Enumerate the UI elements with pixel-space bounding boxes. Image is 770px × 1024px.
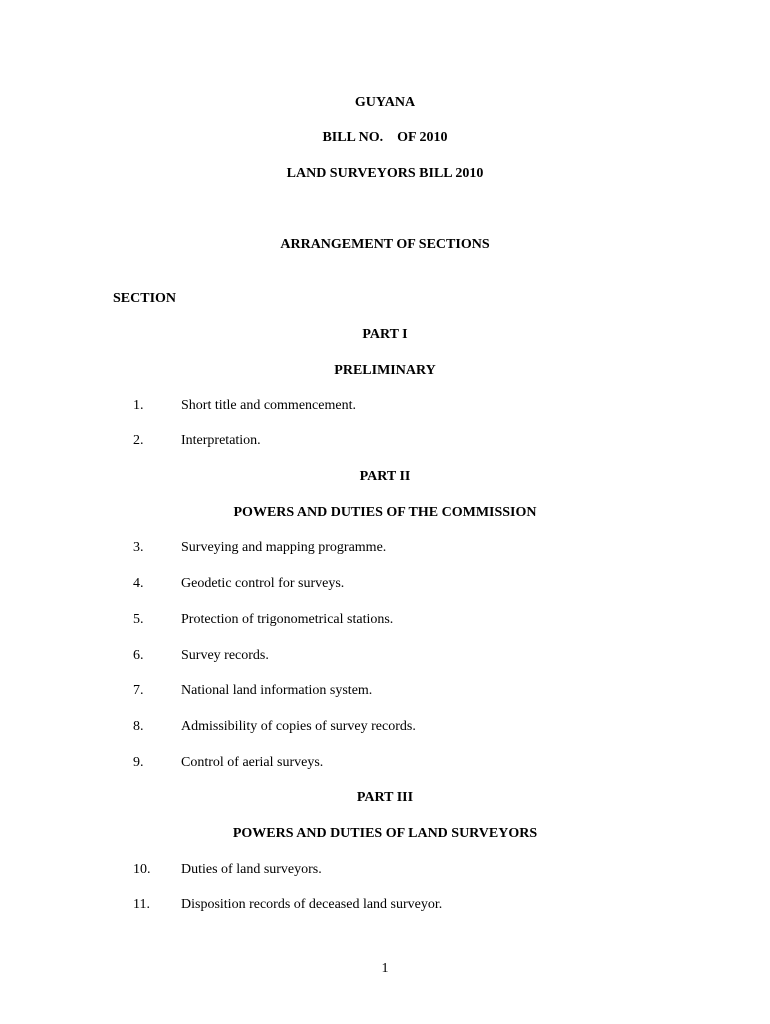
- section-entry: [0, 433, 770, 451]
- part-subheading: POWERS AND DUTIES OF LAND SURVEYORS: [232, 826, 538, 841]
- part-heading: PART I: [362, 327, 408, 342]
- section-title: Protection of trigonometrical stations.: [181, 612, 394, 627]
- part-heading: PART III: [356, 790, 414, 805]
- section-number: 10.: [133, 862, 151, 877]
- section-column-label: SECTION: [113, 291, 177, 306]
- part-heading: PART II: [359, 469, 411, 484]
- section-entry: [0, 897, 770, 915]
- part-subheading: POWERS AND DUTIES OF THE COMMISSION: [233, 505, 537, 520]
- section-number: 5.: [133, 612, 144, 627]
- section-number: 2.: [133, 433, 144, 448]
- section-entry: [0, 576, 770, 594]
- arrangement-heading: ARRANGEMENT OF SECTIONS: [280, 237, 490, 252]
- section-entry: [0, 755, 770, 773]
- bill-number-heading: BILL NO. OF 2010: [322, 130, 448, 145]
- section-entry: [0, 862, 770, 880]
- section-number: 3.: [133, 540, 144, 555]
- page-number: 1: [381, 961, 389, 976]
- section-entry: [0, 648, 770, 666]
- section-entry: [0, 719, 770, 737]
- part-subheading: PRELIMINARY: [334, 363, 436, 378]
- section-title: National land information system.: [181, 683, 373, 698]
- section-title: Duties of land surveyors.: [181, 862, 322, 877]
- section-title: Survey records.: [181, 648, 269, 663]
- section-title: Geodetic control for surveys.: [181, 576, 345, 591]
- section-number: 7.: [133, 683, 144, 698]
- section-number: 8.: [133, 719, 144, 734]
- section-number: 11.: [133, 897, 150, 912]
- section-title: Control of aerial surveys.: [181, 755, 324, 770]
- section-title: Disposition records of deceased land surveyor.: [181, 897, 443, 912]
- section-number: 1.: [133, 398, 144, 413]
- section-entry: [0, 612, 770, 630]
- section-number: 9.: [133, 755, 144, 770]
- section-title: Surveying and mapping programme.: [181, 540, 387, 555]
- section-number: 4.: [133, 576, 144, 591]
- section-entry: [0, 540, 770, 558]
- bill-title-heading: LAND SURVEYORS BILL 2010: [286, 166, 484, 181]
- section-title: Short title and commencement.: [181, 398, 356, 413]
- country-heading: GUYANA: [354, 95, 416, 110]
- section-title: Interpretation.: [181, 433, 261, 448]
- section-entry: [0, 683, 770, 701]
- section-entry: [0, 398, 770, 416]
- section-title: Admissibility of copies of survey records.: [181, 719, 416, 734]
- section-number: 6.: [133, 648, 144, 663]
